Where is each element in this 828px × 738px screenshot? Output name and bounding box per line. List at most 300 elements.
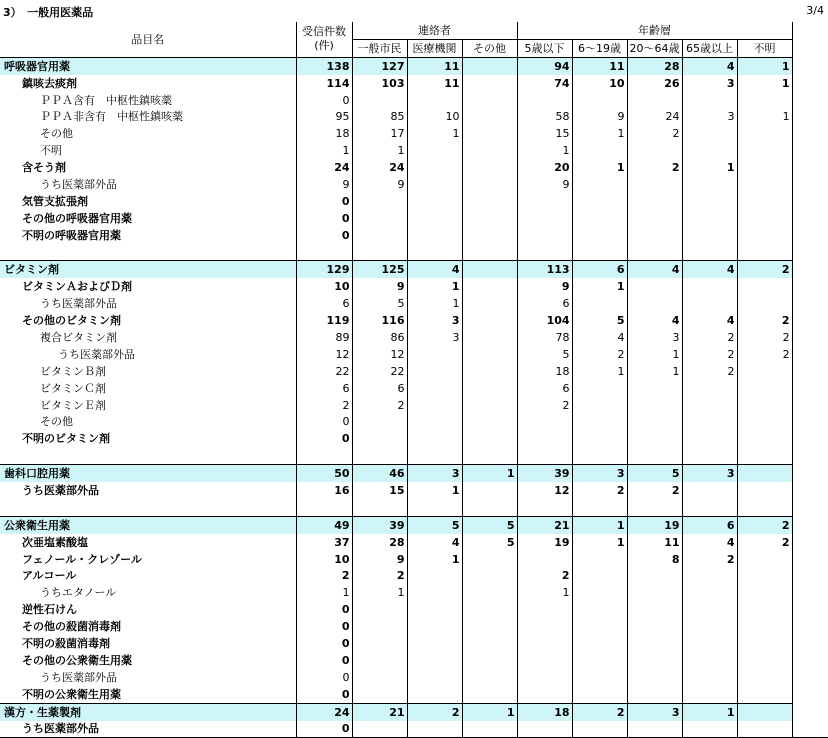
table-cell: 21 (352, 703, 407, 720)
table-row (0, 261, 828, 278)
table-cell: 3 (682, 108, 737, 125)
table-cell (462, 721, 517, 738)
table-cell: 6 (572, 261, 627, 278)
table-cell (462, 57, 517, 74)
table-cell (627, 295, 682, 312)
table-cell (627, 227, 682, 244)
table-cell: 18 (517, 703, 572, 720)
table-row (0, 227, 828, 244)
table-cell: 10 (296, 278, 352, 295)
table-cell: 2 (296, 568, 352, 585)
table-cell: 103 (352, 75, 407, 92)
table-cell: 4 (682, 312, 737, 329)
row-label (0, 142, 296, 159)
table-cell: 114 (296, 75, 352, 92)
table-cell (462, 413, 517, 430)
table-cell (462, 430, 517, 447)
table-row (0, 397, 828, 414)
table-cell: 3 (407, 465, 462, 482)
table-cell (737, 482, 792, 499)
table-cell: 2 (627, 125, 682, 142)
table-cell: 4 (572, 329, 627, 346)
table-cell (352, 244, 407, 261)
table-cell (462, 142, 517, 159)
table-cell: 18 (517, 363, 572, 380)
table-cell (627, 142, 682, 159)
table-cell: 6 (296, 380, 352, 397)
header-age-4: 不明 (737, 39, 792, 57)
table-cell (407, 92, 462, 109)
table-cell (737, 618, 792, 635)
table-cell (682, 601, 737, 618)
table-cell: 10 (296, 551, 352, 568)
table-cell (627, 380, 682, 397)
table-cell (682, 244, 737, 261)
table-cell (407, 686, 462, 703)
table-cell (627, 244, 682, 261)
table-cell (296, 499, 352, 516)
table-cell: 1 (352, 584, 407, 601)
table-cell (737, 721, 792, 738)
table-cell: 1 (572, 159, 627, 176)
row-label (0, 686, 296, 703)
table-cell (627, 413, 682, 430)
table-row (0, 329, 828, 346)
table-cell: 39 (352, 516, 407, 533)
table-cell: 2 (682, 363, 737, 380)
table-cell (462, 295, 517, 312)
row-label (0, 261, 296, 278)
table-cell (682, 568, 737, 585)
table-cell (352, 499, 407, 516)
table-cell: 116 (352, 312, 407, 329)
table-cell: 1 (572, 278, 627, 295)
table-cell: 11 (572, 57, 627, 74)
table-cell: 11 (407, 75, 462, 92)
table-cell: 2 (572, 482, 627, 499)
table-cell (737, 159, 792, 176)
table-row (0, 159, 828, 176)
table-cell (462, 244, 517, 261)
table-row (0, 482, 828, 499)
table-cell (407, 176, 462, 193)
table-cell (627, 447, 682, 464)
row-label-text: ビタミンＢ剤 (40, 364, 106, 378)
table-cell: 5 (517, 346, 572, 363)
table-cell (462, 447, 517, 464)
table-cell: 24 (296, 159, 352, 176)
row-label-text: 鎮咳去痰剤 (22, 76, 77, 90)
table-cell (627, 635, 682, 652)
row-label (0, 363, 296, 380)
row-label-text: フェノール・クレゾール (22, 552, 142, 566)
table-cell: 58 (517, 108, 572, 125)
row-label (0, 57, 296, 74)
row-label-text: 不明のビタミン剤 (22, 432, 110, 446)
table-cell (517, 721, 572, 738)
table-row (0, 618, 828, 635)
row-label-text: ビタミンＣ剤 (40, 381, 106, 395)
table-cell: 46 (352, 465, 407, 482)
row-label-text: ビタミンＡおよびＤ剤 (22, 280, 132, 294)
table-cell: 1 (407, 482, 462, 499)
table-cell: 12 (352, 346, 407, 363)
table-cell: 1 (737, 57, 792, 74)
table-cell: 2 (737, 312, 792, 329)
table-cell (352, 652, 407, 669)
table-cell: 9 (517, 176, 572, 193)
table-cell (517, 499, 572, 516)
row-label (0, 669, 296, 686)
table-row (0, 57, 828, 74)
table-cell (517, 244, 572, 261)
row-label (0, 534, 296, 551)
table-cell (682, 584, 737, 601)
table-cell (737, 244, 792, 261)
row-label (0, 125, 296, 142)
table-cell: 9 (517, 278, 572, 295)
table-cell: 24 (627, 108, 682, 125)
row-label (0, 278, 296, 295)
table-cell (627, 430, 682, 447)
table-cell: 74 (517, 75, 572, 92)
row-label-text: うちエタノール (40, 586, 117, 600)
table-cell (572, 635, 627, 652)
table-cell: 1 (296, 142, 352, 159)
table-cell: 4 (682, 261, 737, 278)
table-row (0, 703, 828, 720)
table-cell: 129 (296, 261, 352, 278)
table-cell: 1 (682, 703, 737, 720)
row-label-text: 不明の公衆衛生用薬 (22, 687, 121, 701)
table-cell: 12 (296, 346, 352, 363)
header-age-group: 年齢層 (517, 22, 792, 39)
table-cell: 1 (462, 465, 517, 482)
table-cell: 1 (407, 278, 462, 295)
table-row (0, 380, 828, 397)
table-cell (407, 499, 462, 516)
table-cell: 10 (572, 75, 627, 92)
table-cell: 2 (682, 551, 737, 568)
table-cell: 0 (296, 669, 352, 686)
row-label-text: 不明の殺菌消毒剤 (22, 637, 110, 650)
table-cell: 1 (572, 534, 627, 551)
table-row (0, 176, 828, 193)
table-cell (572, 295, 627, 312)
table-cell (572, 413, 627, 430)
table-cell: 89 (296, 329, 352, 346)
row-label (0, 447, 296, 464)
table-row (0, 584, 828, 601)
table-cell (462, 601, 517, 618)
table-cell: 20 (517, 159, 572, 176)
table-cell (627, 669, 682, 686)
table-cell (352, 669, 407, 686)
table-cell (737, 363, 792, 380)
table-row (0, 635, 828, 652)
table-cell: 4 (682, 57, 737, 74)
table-cell: 3 (627, 329, 682, 346)
table-cell (737, 465, 792, 482)
table-cell: 2 (517, 397, 572, 414)
table-cell (627, 584, 682, 601)
table-cell: 1 (407, 295, 462, 312)
table-cell (572, 601, 627, 618)
table-cell (627, 92, 682, 109)
row-label-text: 次亜塩素酸塩 (22, 535, 88, 549)
header-contact-2: その他 (462, 39, 517, 57)
header-age-0: 5歳以下 (517, 39, 572, 57)
table-cell: 5 (462, 534, 517, 551)
table-cell (682, 635, 737, 652)
table-cell (517, 413, 572, 430)
table-row (0, 568, 828, 585)
table-cell (682, 652, 737, 669)
row-label-text: 不明の呼吸器官用薬 (22, 228, 121, 242)
row-label (0, 295, 296, 312)
table-cell (572, 227, 627, 244)
table-cell (572, 584, 627, 601)
table-cell: 0 (296, 227, 352, 244)
row-label (0, 210, 296, 227)
table-cell: 28 (352, 534, 407, 551)
row-label (0, 499, 296, 516)
row-label (0, 92, 296, 109)
table-cell: 6 (296, 295, 352, 312)
table-cell: 86 (352, 329, 407, 346)
table-cell: 2 (737, 534, 792, 551)
table-cell (572, 244, 627, 261)
header-age-2: 20～64歳 (627, 39, 682, 57)
table-cell (737, 210, 792, 227)
row-label (0, 721, 296, 738)
table-cell (407, 721, 462, 738)
table-cell (517, 618, 572, 635)
table-cell (682, 413, 737, 430)
table-cell (572, 652, 627, 669)
table-cell (407, 244, 462, 261)
table-cell (352, 210, 407, 227)
table-cell: 2 (682, 346, 737, 363)
table-cell (517, 652, 572, 669)
table-cell: 24 (296, 703, 352, 720)
table-cell: 39 (517, 465, 572, 482)
table-cell: 28 (627, 57, 682, 74)
table-row (0, 210, 828, 227)
table-cell: 5 (462, 516, 517, 533)
row-label-text: うち医薬部外品 (40, 177, 117, 191)
table-cell (352, 430, 407, 447)
table-cell: 26 (627, 75, 682, 92)
table-cell: 1 (572, 125, 627, 142)
table-cell (572, 721, 627, 738)
row-label (0, 652, 296, 669)
table-cell (572, 686, 627, 703)
table-cell (462, 227, 517, 244)
table-cell (517, 551, 572, 568)
table-cell (737, 227, 792, 244)
table-cell (737, 295, 792, 312)
table-cell (737, 397, 792, 414)
header-received-line2: (件) (314, 39, 334, 53)
table-cell: 15 (352, 482, 407, 499)
table-cell: 3 (682, 465, 737, 482)
table-cell (682, 142, 737, 159)
header-age-1: 6～19歳 (572, 39, 627, 57)
table-cell: 0 (296, 92, 352, 109)
table-cell: 1 (352, 142, 407, 159)
table-cell (682, 669, 737, 686)
table-cell: 17 (352, 125, 407, 142)
table-cell (407, 193, 462, 210)
row-label (0, 482, 296, 499)
table-row (0, 142, 828, 159)
table-cell (737, 193, 792, 210)
row-label-text: 逆性石けん (22, 603, 77, 617)
table-row (0, 601, 828, 618)
table-row (0, 686, 828, 703)
table-cell (517, 92, 572, 109)
row-label-text: 複合ビタミン剤 (40, 330, 117, 344)
header-age-3: 65歳以上 (682, 39, 737, 57)
table-row (0, 499, 828, 516)
table-cell: 1 (682, 159, 737, 176)
table-cell (627, 278, 682, 295)
table-cell: 3 (627, 703, 682, 720)
table-row (0, 721, 828, 738)
table-cell (462, 568, 517, 585)
table-cell: 6 (682, 516, 737, 533)
table-row (0, 92, 828, 109)
table-cell (352, 227, 407, 244)
table-cell (737, 669, 792, 686)
table-cell: 2 (517, 568, 572, 585)
table-cell (462, 125, 517, 142)
row-label-text: その他の公衆衛生用薬 (22, 653, 132, 667)
table-cell (682, 721, 737, 738)
table-cell (462, 261, 517, 278)
row-label-text: 不明 (40, 144, 62, 158)
table-cell: 0 (296, 618, 352, 635)
table-cell: 113 (517, 261, 572, 278)
table-cell: 22 (352, 363, 407, 380)
table-cell (572, 176, 627, 193)
table-cell (462, 329, 517, 346)
row-label-text: その他の殺菌消毒剤 (22, 620, 121, 634)
row-label-text: うち医薬部外品 (58, 347, 135, 361)
header-contact-1: 医療機関 (407, 39, 462, 57)
row-label-text: うち医薬部外品 (40, 297, 117, 311)
table-cell (682, 210, 737, 227)
table-cell: 4 (407, 534, 462, 551)
header-contact-group: 連絡者 (352, 22, 517, 39)
row-label-text: その他 (40, 127, 73, 141)
table-cell: 50 (296, 465, 352, 482)
table-cell (462, 363, 517, 380)
table-cell: 94 (517, 57, 572, 74)
table-cell (352, 447, 407, 464)
row-label-text: その他の呼吸器官用薬 (22, 211, 132, 225)
table-cell: 1 (572, 363, 627, 380)
table-cell (627, 210, 682, 227)
table-cell: 2 (737, 261, 792, 278)
table-row (0, 108, 828, 125)
table-cell: 1 (296, 584, 352, 601)
table-cell: 5 (572, 312, 627, 329)
row-label (0, 159, 296, 176)
table-cell (407, 447, 462, 464)
row-label (0, 346, 296, 363)
table-cell: 9 (352, 551, 407, 568)
table-cell: 1 (517, 142, 572, 159)
row-label (0, 584, 296, 601)
table-cell: 6 (517, 380, 572, 397)
row-label (0, 601, 296, 618)
row-label-text: 歯科口腔用薬 (4, 467, 70, 481)
row-label (0, 176, 296, 193)
table-cell (352, 413, 407, 430)
table-cell: 5 (407, 516, 462, 533)
table-row (0, 312, 828, 329)
table-cell (517, 227, 572, 244)
table-row (0, 363, 828, 380)
table-cell (737, 652, 792, 669)
table-row (0, 534, 828, 551)
row-label-text: うち医薬部外品 (22, 483, 99, 497)
table-cell (682, 430, 737, 447)
table-cell (627, 193, 682, 210)
table-row (0, 278, 828, 295)
table-cell: 5 (352, 295, 407, 312)
table-cell: 2 (737, 516, 792, 533)
table-cell (682, 482, 737, 499)
table-cell (352, 721, 407, 738)
table-cell (407, 397, 462, 414)
table-cell: 22 (296, 363, 352, 380)
table-cell: 4 (627, 312, 682, 329)
table-row (0, 551, 828, 568)
row-label (0, 312, 296, 329)
table-cell (627, 686, 682, 703)
header-received-line1: 受信件数 (302, 25, 346, 39)
table-cell (572, 380, 627, 397)
report-header (0, 0, 828, 22)
table-cell (682, 447, 737, 464)
table-cell (737, 601, 792, 618)
table-cell (462, 380, 517, 397)
table-cell (737, 176, 792, 193)
row-label (0, 244, 296, 261)
row-label-text: ＰＰＡ含有 中枢性鎮咳薬 (40, 93, 172, 107)
table-cell: 4 (407, 261, 462, 278)
table-row (0, 193, 828, 210)
table-cell: 16 (296, 482, 352, 499)
row-label (0, 227, 296, 244)
row-label (0, 465, 296, 482)
table-cell (407, 346, 462, 363)
table-cell (572, 568, 627, 585)
table-cell: 9 (296, 176, 352, 193)
table-cell: 8 (627, 551, 682, 568)
table-cell: 78 (517, 329, 572, 346)
table-cell: 9 (572, 108, 627, 125)
table-cell (517, 686, 572, 703)
table-cell (572, 669, 627, 686)
table-row (0, 652, 828, 669)
table-cell (682, 618, 737, 635)
table-row (0, 465, 828, 482)
table-row (0, 346, 828, 363)
